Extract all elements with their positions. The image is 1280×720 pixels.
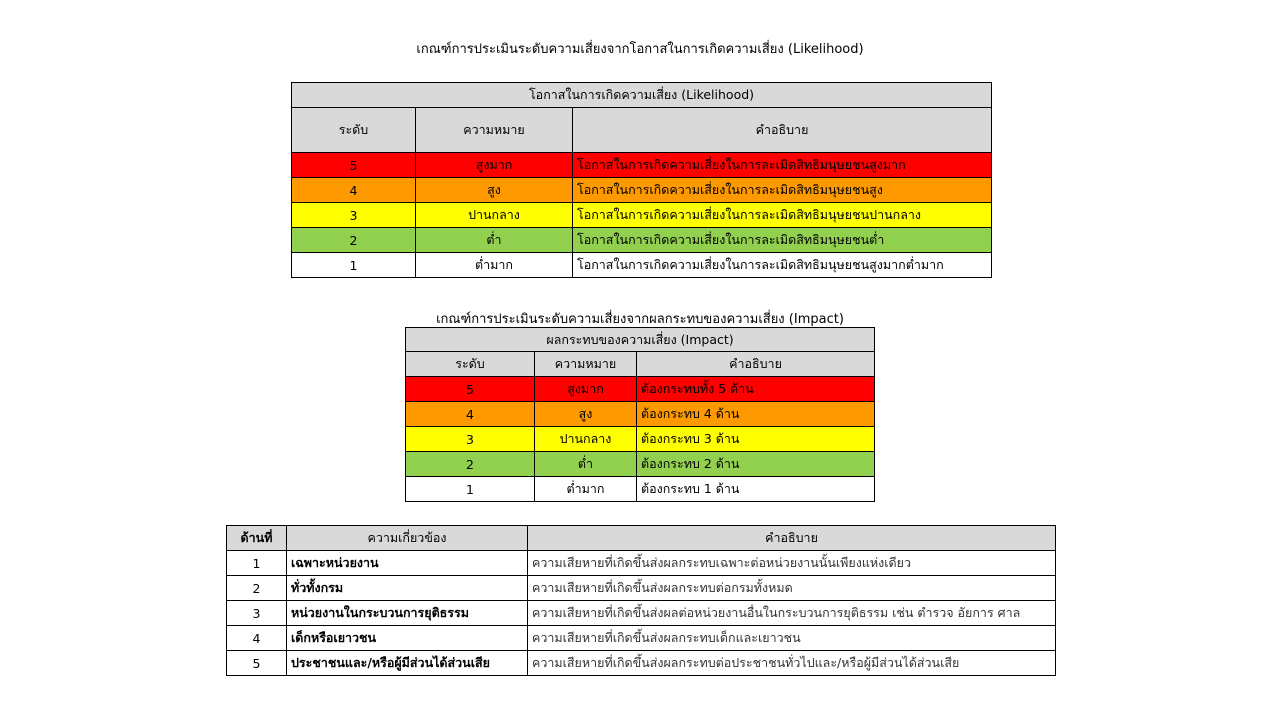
relevance-cell: เฉพาะหน่วยงาน <box>287 551 528 576</box>
description-cell: โอกาสในการเกิดความเสี่ยงในการละเมิดสิทธิมนุษยชนต่ำ <box>573 228 992 253</box>
header-level: ระดับ <box>406 352 535 377</box>
table-row <box>227 651 1056 676</box>
table-row <box>227 601 1056 626</box>
dimension-no-cell: 3 <box>227 601 287 626</box>
likelihood-caption: โอกาสในการเกิดความเสี่ยง (Likelihood) <box>292 83 992 108</box>
likelihood-title: เกณฑ์การประเมินระดับความเสี่ยงจากโอกาสในการเกิดความเสี่ยง (Likelihood) <box>416 42 864 57</box>
meaning-cell: สูง <box>535 402 637 427</box>
level-cell: 5 <box>292 153 416 178</box>
meaning-cell: ปานกลาง <box>416 203 573 228</box>
impact-caption: ผลกระทบของความเสี่ยง (Impact) <box>406 328 875 352</box>
level-cell: 2 <box>406 452 535 477</box>
table-row <box>292 153 992 178</box>
meaning-cell: ต่ำมาก <box>535 477 637 502</box>
table-row <box>406 402 875 427</box>
meaning-cell: สูงมาก <box>416 153 573 178</box>
description-cell: โอกาสในการเกิดความเสี่ยงในการละเมิดสิทธิมนุษยชนสูง <box>573 178 992 203</box>
header-meaning: ความหมาย <box>416 108 573 153</box>
relevance-cell: หน่วยงานในกระบวนการยุติธรรม <box>287 601 528 626</box>
header-description: คำอธิบาย <box>573 108 992 153</box>
header-description: คำอธิบาย <box>528 526 1056 551</box>
level-cell: 3 <box>292 203 416 228</box>
dimensions-header-row <box>227 526 1056 551</box>
description-cell: ต้องกระทบ 4 ด้าน <box>637 402 875 427</box>
header-description: คำอธิบาย <box>637 352 875 377</box>
meaning-cell: ต่ำ <box>416 228 573 253</box>
description-cell: ความเสียหายที่เกิดขึ้นส่งผลกระทบเด็กและเยาวชน <box>528 626 1056 651</box>
meaning-cell: สูง <box>416 178 573 203</box>
meaning-cell: ต่ำมาก <box>416 253 573 278</box>
level-cell: 5 <box>406 377 535 402</box>
impact-caption-row <box>406 328 875 352</box>
dimension-no-cell: 1 <box>227 551 287 576</box>
likelihood-header-row <box>292 108 992 153</box>
relevance-cell: ทั่วทั้งกรม <box>287 576 528 601</box>
description-cell: ความเสียหายที่เกิดขึ้นส่งผลต่อหน่วยงานอื่นในกระบวนการยุติธรรม เช่น ตำรวจ อัยการ ศาล <box>528 601 1056 626</box>
table-row <box>292 228 992 253</box>
table-row <box>292 178 992 203</box>
impact-title: เกณฑ์การประเมินระดับความเสี่ยงจากผลกระทบของความเสี่ยง (Impact) <box>436 312 844 327</box>
meaning-cell: ต่ำ <box>535 452 637 477</box>
table-row <box>292 203 992 228</box>
table-row <box>406 477 875 502</box>
description-cell: โอกาสในการเกิดความเสี่ยงในการละเมิดสิทธิมนุษยชนสูงมากต่ำมาก <box>573 253 992 278</box>
likelihood-table <box>291 82 992 278</box>
description-cell: ต้องกระทบทั้ง 5 ด้าน <box>637 377 875 402</box>
header-dimension-no: ด้านที่ <box>227 526 287 551</box>
description-cell: ต้องกระทบ 3 ด้าน <box>637 427 875 452</box>
dimension-no-cell: 4 <box>227 626 287 651</box>
table-row <box>406 377 875 402</box>
table-row <box>406 452 875 477</box>
table-row <box>227 551 1056 576</box>
relevance-cell: ประชาชนและ/หรือผู้มีส่วนได้ส่วนเสีย <box>287 651 528 676</box>
dimension-no-cell: 5 <box>227 651 287 676</box>
description-cell: ความเสียหายที่เกิดขึ้นส่งผลกระทบเฉพาะต่อหน่วยงานนั้นเพียงแห่งเดียว <box>528 551 1056 576</box>
table-row <box>406 427 875 452</box>
impact-dimensions-table <box>226 525 1056 676</box>
description-cell: ต้องกระทบ 1 ด้าน <box>637 477 875 502</box>
header-meaning: ความหมาย <box>535 352 637 377</box>
description-cell: ความเสียหายที่เกิดขึ้นส่งผลกระทบต่อประชาชนทั่วไปและ/หรือผู้มีส่วนได้ส่วนเสีย <box>528 651 1056 676</box>
table-row <box>227 626 1056 651</box>
impact-table <box>405 327 875 502</box>
description-cell: โอกาสในการเกิดความเสี่ยงในการละเมิดสิทธิมนุษยชนปานกลาง <box>573 203 992 228</box>
table-row <box>292 253 992 278</box>
impact-header-row <box>406 352 875 377</box>
description-cell: ต้องกระทบ 2 ด้าน <box>637 452 875 477</box>
level-cell: 1 <box>406 477 535 502</box>
relevance-cell: เด็กหรือเยาวชน <box>287 626 528 651</box>
likelihood-caption-row <box>292 83 992 108</box>
level-cell: 4 <box>292 178 416 203</box>
level-cell: 3 <box>406 427 535 452</box>
header-level: ระดับ <box>292 108 416 153</box>
table-row <box>227 576 1056 601</box>
level-cell: 1 <box>292 253 416 278</box>
level-cell: 4 <box>406 402 535 427</box>
level-cell: 2 <box>292 228 416 253</box>
dimension-no-cell: 2 <box>227 576 287 601</box>
description-cell: โอกาสในการเกิดความเสี่ยงในการละเมิดสิทธิมนุษยชนสูงมาก <box>573 153 992 178</box>
description-cell: ความเสียหายที่เกิดขึ้นส่งผลกระทบต่อกรมทั้งหมด <box>528 576 1056 601</box>
header-relevance: ความเกี่ยวข้อง <box>287 526 528 551</box>
meaning-cell: สูงมาก <box>535 377 637 402</box>
meaning-cell: ปานกลาง <box>535 427 637 452</box>
